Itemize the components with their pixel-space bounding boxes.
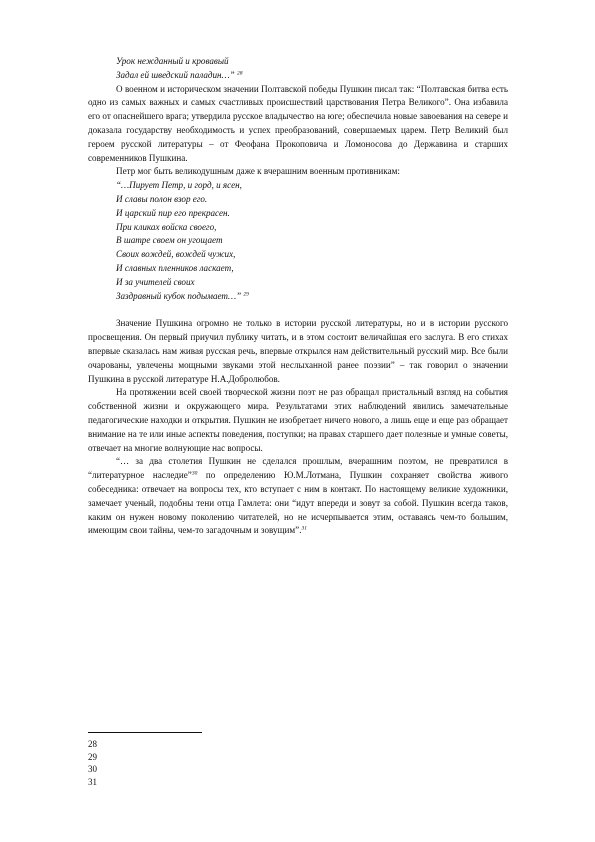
- verse-line: Своих вождей, вождей чужих,: [116, 249, 236, 260]
- footnote-separator: [88, 732, 202, 733]
- verse-line: “…Пирует Петр, и горд, и ясен,: [116, 180, 242, 191]
- paragraph-pushkin-significance: Значение Пушкина огромно не только в истории русской литературы, но и в истории русского просвещения. Он первый приучил публику читать, и в этом состоит величайшая его заслуга. В его стихах впервые сказалась нам живая русская речь, впервые открылся нам действительный русский мир. Все были очарованы, увлечены мощными звуками этой неслыханной ранее поэзии” – так говорил о значении Пушкина в русской литературе Н.А.Добролюбов.: [88, 318, 508, 384]
- footnote-ref[interactable]: 30: [191, 470, 198, 477]
- poem-excerpt-poltava-ending: [88, 55, 508, 83]
- verse-line-text: Задал ей шведский паладин…”: [116, 69, 235, 80]
- verse-line: И славы полон взор его.: [116, 193, 208, 204]
- verse-line: В шатре своем он угощает: [116, 235, 223, 246]
- paragraph-peter-magnanimous: Петр мог быть великодушным даже к вчерашним военным противникам:: [116, 166, 400, 177]
- verse-line-text: Заздравный кубок подымает…”: [116, 290, 242, 301]
- verse-line: При кликах войска своего,: [116, 221, 217, 232]
- verse-line: И славных пленников ласкает,: [116, 262, 234, 273]
- paragraph-pedagogical-findings: На протяжении всей своей творческой жизни поэт не раз обращал пристальный взгляд на события собственной жизни и окружающего мира. Результатами этих наблюдений явились замечательные педагогические находки и открытия. Пушкин не изобретает ничего нового, а лишь еще и еще раз обращает внимание на те или иные аспекты поведения, поступки; на правах старшего дает полезные и умные советы, отвечает на многие волнующие нас вопросы.: [88, 387, 508, 453]
- footnotes-list: [88, 738, 97, 788]
- footnote-number: 29: [88, 751, 97, 762]
- quote-text-part1: “… за два столетия Пушкин не сделался прошлым, вчерашним поэтом, не превратился в “литературное наследие”: [88, 456, 508, 481]
- footnote-ref[interactable]: 29: [243, 291, 249, 298]
- footnote-ref[interactable]: 31: [301, 525, 307, 532]
- verse-line: [116, 69, 508, 83]
- paragraph-poltava-significance: О военном и историческом значении Полтавской победы Пушкин писал так: “Полтавская битва есть одно из самых важных и самых счастливых происшествий царствования Петра Великого”. Она избавила его от опаснейшего врага; утвердила русское владычество на юге; обеспечила новые завоевания на севере и доказала государству необходимость и успех преобразований, совершаемых царем. Петр Великий был героем русской литературы – от Феофана Прокоповича и Ломоносова до Державина и старших современников Пушкина.: [88, 83, 508, 163]
- footnote-number: 31: [88, 776, 97, 787]
- spacer: [88, 303, 508, 317]
- footnote-number: 28: [88, 739, 97, 749]
- footnote-ref[interactable]: 28: [236, 70, 243, 77]
- verse-line: И царский пир его прекрасен.: [116, 207, 230, 218]
- verse-line: [116, 290, 508, 304]
- quote-text-part2: по определению Ю.М.Лотмана, Пушкин сохраняет свойства живого собеседника: отвечает на вопросы тех, кто вступает с ним в контакт. По настоящему великие художники, замечает ученый, подобны тени отца Гамлета: они “идут впереди и зовут за собой. Пушкин всегда таков, каким он нужен новому поколению читателей, но не исчерпывается этим, оставаясь чем-то большим, имеющим свои тайны, чем-то загадочным и зовущим”.: [88, 470, 509, 536]
- paragraph-lotman-quote: [88, 455, 508, 538]
- verse-line: И за учителей своих: [116, 276, 195, 287]
- document-body: [88, 55, 508, 538]
- poem-excerpt-peter-feast: [88, 179, 508, 303]
- verse-line: Урок нежданный и кровавый: [116, 56, 229, 66]
- footnote-number: 30: [88, 764, 97, 774]
